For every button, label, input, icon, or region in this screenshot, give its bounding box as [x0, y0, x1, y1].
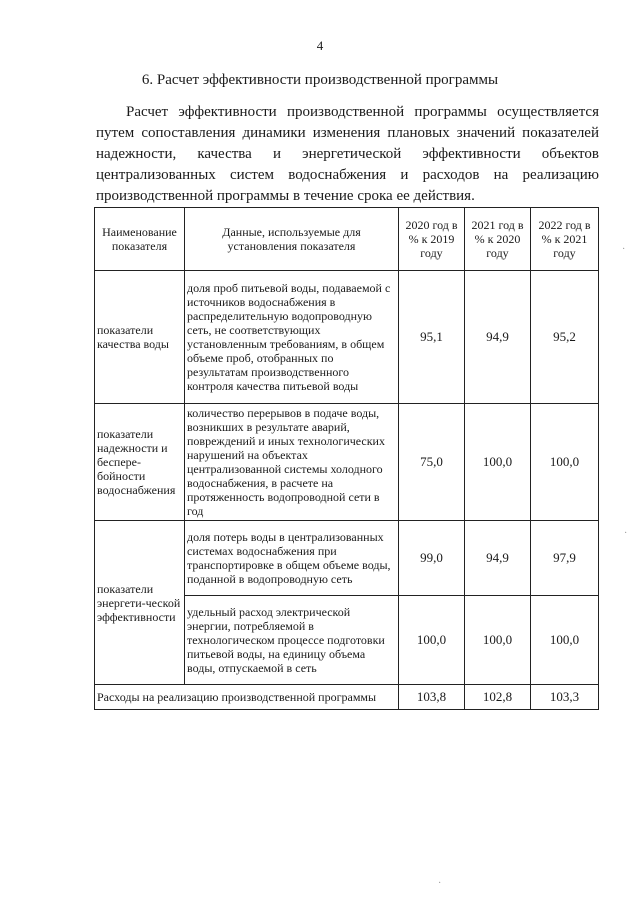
row-description: доля проб питьевой воды, подаваемой с источников водоснабжения в распределительную водопроводную сеть, не соответствующих установленным требованиям, в общем объеме проб, отобранных по результатам производственного контроля качества питьевой воды	[185, 271, 399, 404]
table-row	[95, 271, 599, 404]
scan-speck: ·	[624, 528, 628, 539]
value-2022: 95,2	[531, 271, 599, 404]
value-2022: 100,0	[531, 404, 599, 521]
value-2022: 97,9	[531, 521, 599, 596]
value-2020: 99,0	[399, 521, 465, 596]
header-2022: 2022 год в % к 2021 году	[531, 208, 599, 271]
header-2021: 2021 год в % к 2020 году	[465, 208, 531, 271]
efficiency-table	[94, 207, 599, 710]
value-2021: 94,9	[465, 271, 531, 404]
total-2022: 103,3	[531, 685, 599, 710]
group-name-reliability: показатели надежности и беспере-бойности водоснабжения	[95, 404, 185, 521]
total-2020: 103,8	[399, 685, 465, 710]
value-2021: 100,0	[465, 404, 531, 521]
scan-speck: ·	[622, 244, 626, 255]
intro-paragraph: Расчет эффективности производственной программы осуществляется путем сопоставления динамики изменения плановых значений показателей надежности, качества и энергетической эффективности объектов централизованных систем водоснабжения и расходов на реализацию производственной программы в течение срока ее действия.	[96, 104, 599, 204]
total-2021: 102,8	[465, 685, 531, 710]
header-indicator-name: Наименование показателя	[95, 208, 185, 271]
table-header-row	[95, 208, 599, 271]
value-2021: 100,0	[465, 596, 531, 685]
value-2022: 100,0	[531, 596, 599, 685]
row-description: доля потерь воды в централизованных системах водоснабжения при транспортировке в общем объеме воды, поданной в водопроводную сеть	[185, 521, 399, 596]
table-row	[95, 521, 599, 596]
page-number: 4	[316, 38, 324, 53]
header-2020: 2020 год в % к 2019 году	[399, 208, 465, 271]
value-2021: 94,9	[465, 521, 531, 596]
table-row	[95, 404, 599, 521]
value-2020: 95,1	[399, 271, 465, 404]
section-title: 6. Расчет эффективности производственной программы	[141, 72, 499, 88]
row-description: удельный расход электрической энергии, потребляемой в технологическом процессе подготовки питьевой воды, на единицу объема воды, отпускаемой в сеть	[185, 596, 399, 685]
row-description: количество перерывов в подаче воды, возникших в результате аварий, повреждений и иных технологических нарушений на объектах централизованной системы холодного водоснабжения, в расчете на протяженность водопроводной сети в год	[185, 404, 399, 521]
value-2020: 75,0	[399, 404, 465, 521]
scan-speck: ·	[438, 878, 442, 889]
total-row	[95, 685, 599, 710]
header-data-used: Данные, используемые для установления показателя	[185, 208, 399, 271]
group-name-quality: показатели качества воды	[95, 271, 185, 404]
total-label: Расходы на реализацию производственной программы	[95, 685, 399, 710]
value-2020: 100,0	[399, 596, 465, 685]
group-name-energy: показатели энергети-ческой эффективности	[95, 521, 185, 685]
